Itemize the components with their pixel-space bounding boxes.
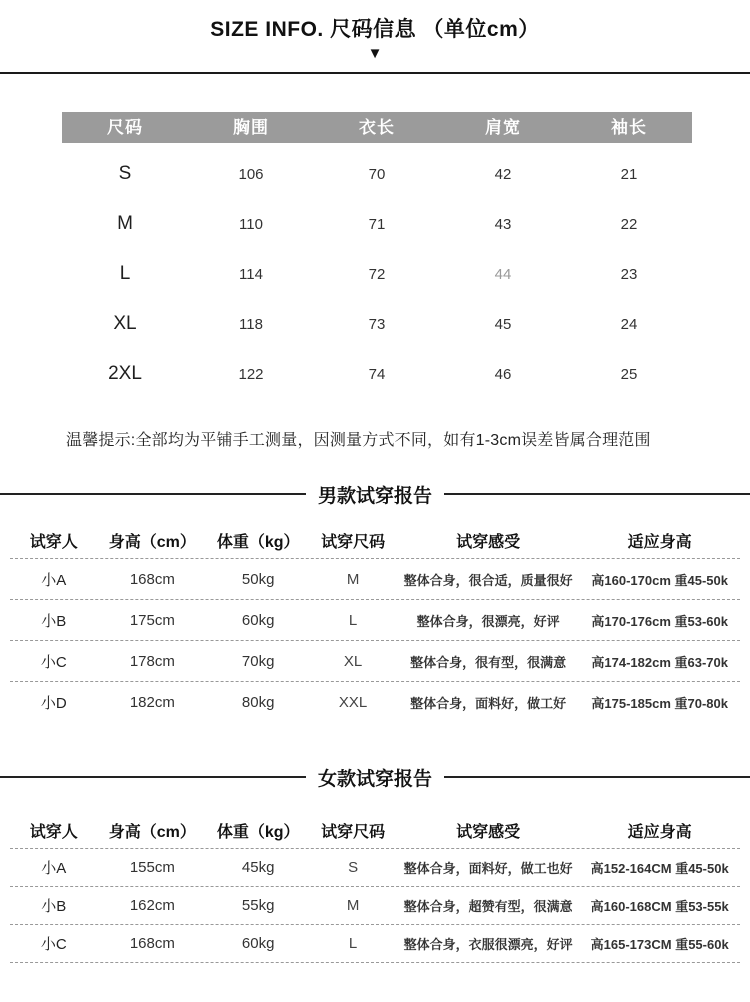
chest-value: 110 [239, 215, 263, 233]
tryon-size-col-header: 试穿尺码 [321, 823, 386, 841]
feeling-value: 整体合身，面料好，做工好 [410, 695, 567, 711]
sleeve-value: 24 [620, 315, 638, 333]
fit-range-value: 高152-164CM 重45-50k [590, 861, 729, 876]
size-col-header: 尺码 [107, 118, 143, 137]
weight-value: 55kg [241, 897, 275, 914]
men-section-divider [0, 482, 750, 506]
men-table-row [10, 559, 740, 600]
weight-value: 50kg [241, 570, 275, 588]
women-tryon-table [10, 812, 740, 963]
shoulder-value: 46 [494, 365, 512, 383]
size-value: S [118, 163, 132, 184]
fit-range-value: 高174-182cm 重63-70k [591, 654, 728, 670]
length-value: 72 [368, 265, 386, 283]
women-table-row [10, 849, 740, 887]
length-col-header: 衣长 [359, 118, 395, 137]
women-table-header [10, 812, 740, 849]
tryon-size-col-header: 试穿尺码 [321, 533, 386, 551]
sleeve-col-header: 袖长 [611, 118, 647, 137]
sleeve-value: 21 [620, 165, 638, 183]
size-table-header [62, 112, 692, 143]
fit-range-value: 高175-185cm 重70-80k [591, 695, 728, 711]
size-row-l [62, 249, 692, 299]
men-table-row [10, 641, 740, 682]
size-value: M [117, 213, 133, 234]
size-table-body [62, 143, 692, 399]
wearer-value: 小C [40, 936, 67, 953]
size-value: XL [113, 313, 137, 334]
fit-range-value: 高165-173CM 重55-60k [590, 937, 729, 952]
height-value: 155cm [129, 859, 175, 876]
size-row-2xl [62, 349, 692, 399]
women-table-row [10, 887, 740, 925]
wearer-value: 小B [41, 612, 67, 630]
chest-value: 106 [238, 165, 264, 183]
feeling-value: 整体合身，衣服很漂亮，好评 [403, 937, 573, 952]
down-triangle-icon: ▼ [367, 45, 383, 62]
wearer-col-header: 试穿人 [29, 533, 78, 551]
length-value: 70 [368, 165, 386, 183]
wearer-value: 小A [41, 860, 67, 877]
length-value: 73 [368, 315, 386, 333]
weight-value: 60kg [241, 611, 275, 629]
tryon-size-value: XL [343, 652, 363, 670]
women-section-title: 女款试穿报告 [318, 768, 433, 790]
height-col-header: 身高（cm） [108, 823, 196, 841]
sleeve-value: 23 [620, 265, 638, 283]
weight-value: 45kg [241, 859, 275, 876]
feeling-value: 整体合身，面料好，做工也好 [403, 861, 573, 876]
tryon-size-value: S [348, 859, 359, 876]
tryon-size-value: L [348, 611, 358, 629]
men-tryon-table [10, 522, 740, 722]
shoulder-value: 44 [494, 265, 512, 283]
height-value: 178cm [129, 652, 175, 670]
divider-line-left [0, 493, 306, 495]
shoulder-col-header: 肩宽 [485, 118, 521, 137]
feeling-value: 整体合身，很有型，很满意 [410, 654, 567, 670]
shoulder-value: 45 [494, 315, 512, 333]
men-table-row [10, 600, 740, 641]
women-section-divider [0, 765, 750, 789]
height-value: 168cm [129, 935, 175, 952]
tryon-size-value: M [346, 570, 360, 588]
sleeve-value: 25 [620, 365, 638, 383]
wearer-value: 小C [40, 653, 67, 671]
height-col-header: 身高（cm） [108, 533, 196, 551]
tryon-size-value: L [348, 935, 358, 952]
fit-range-value: 高170-176cm 重53-60k [591, 613, 728, 629]
feeling-col-header: 试穿感受 [456, 533, 521, 551]
size-value: L [119, 263, 131, 284]
chest-value: 122 [238, 365, 264, 383]
divider-line-right [444, 776, 750, 778]
height-value: 175cm [129, 611, 175, 629]
measurement-tip: 温馨提示:全部均为平铺手工测量，因测量方式不同，如有1-3cm误差皆属合理范围 [66, 432, 651, 449]
size-row-s [62, 149, 692, 199]
size-row-m [62, 199, 692, 249]
height-value: 168cm [129, 570, 175, 588]
shoulder-value: 43 [494, 215, 512, 233]
fit-range-value: 高160-170cm 重45-50k [591, 572, 728, 588]
men-section-title: 男款试穿报告 [318, 485, 433, 507]
size-table [62, 112, 692, 399]
page-title: SIZE INFO. 尺码信息 （单位cm） [210, 18, 540, 41]
length-value: 71 [368, 215, 386, 233]
tryon-size-value: M [346, 897, 360, 914]
feeling-value: 整体合身，很漂亮，好评 [416, 613, 560, 629]
weight-value: 70kg [241, 652, 275, 670]
chest-value: 114 [239, 265, 263, 283]
title-divider-line [0, 72, 750, 74]
fit-range-col-header: 适应身高 [627, 823, 692, 841]
wearer-value: 小A [41, 571, 67, 589]
chest-col-header: 胸围 [233, 118, 269, 137]
fit-range-col-header: 适应身高 [627, 533, 692, 551]
feeling-col-header: 试穿感受 [456, 823, 521, 841]
women-table-row [10, 925, 740, 963]
divider-line-left [0, 776, 306, 778]
wearer-value: 小D [40, 694, 67, 712]
feeling-value: 整体合身，很合适，质量很好 [403, 572, 573, 588]
men-table-header [10, 522, 740, 559]
length-value: 74 [368, 365, 386, 383]
sleeve-value: 22 [620, 215, 638, 233]
height-value: 182cm [129, 693, 175, 711]
wearer-value: 小B [41, 898, 67, 915]
weight-value: 60kg [241, 935, 275, 952]
men-table-row [10, 682, 740, 722]
chest-value: 118 [239, 315, 263, 333]
size-row-xl [62, 299, 692, 349]
feeling-value: 整体合身，超赞有型，很满意 [403, 899, 573, 914]
fit-range-value: 高160-168CM 重53-55k [590, 899, 729, 914]
shoulder-value: 42 [494, 165, 512, 183]
weight-col-header: 体重（kg） [216, 823, 300, 841]
weight-value: 80kg [241, 693, 275, 711]
size-value: 2XL [108, 363, 142, 384]
wearer-col-header: 试穿人 [29, 823, 78, 841]
tryon-size-value: XXL [338, 693, 368, 711]
divider-line-right [444, 493, 750, 495]
weight-col-header: 体重（kg） [216, 533, 300, 551]
height-value: 162cm [129, 897, 175, 914]
